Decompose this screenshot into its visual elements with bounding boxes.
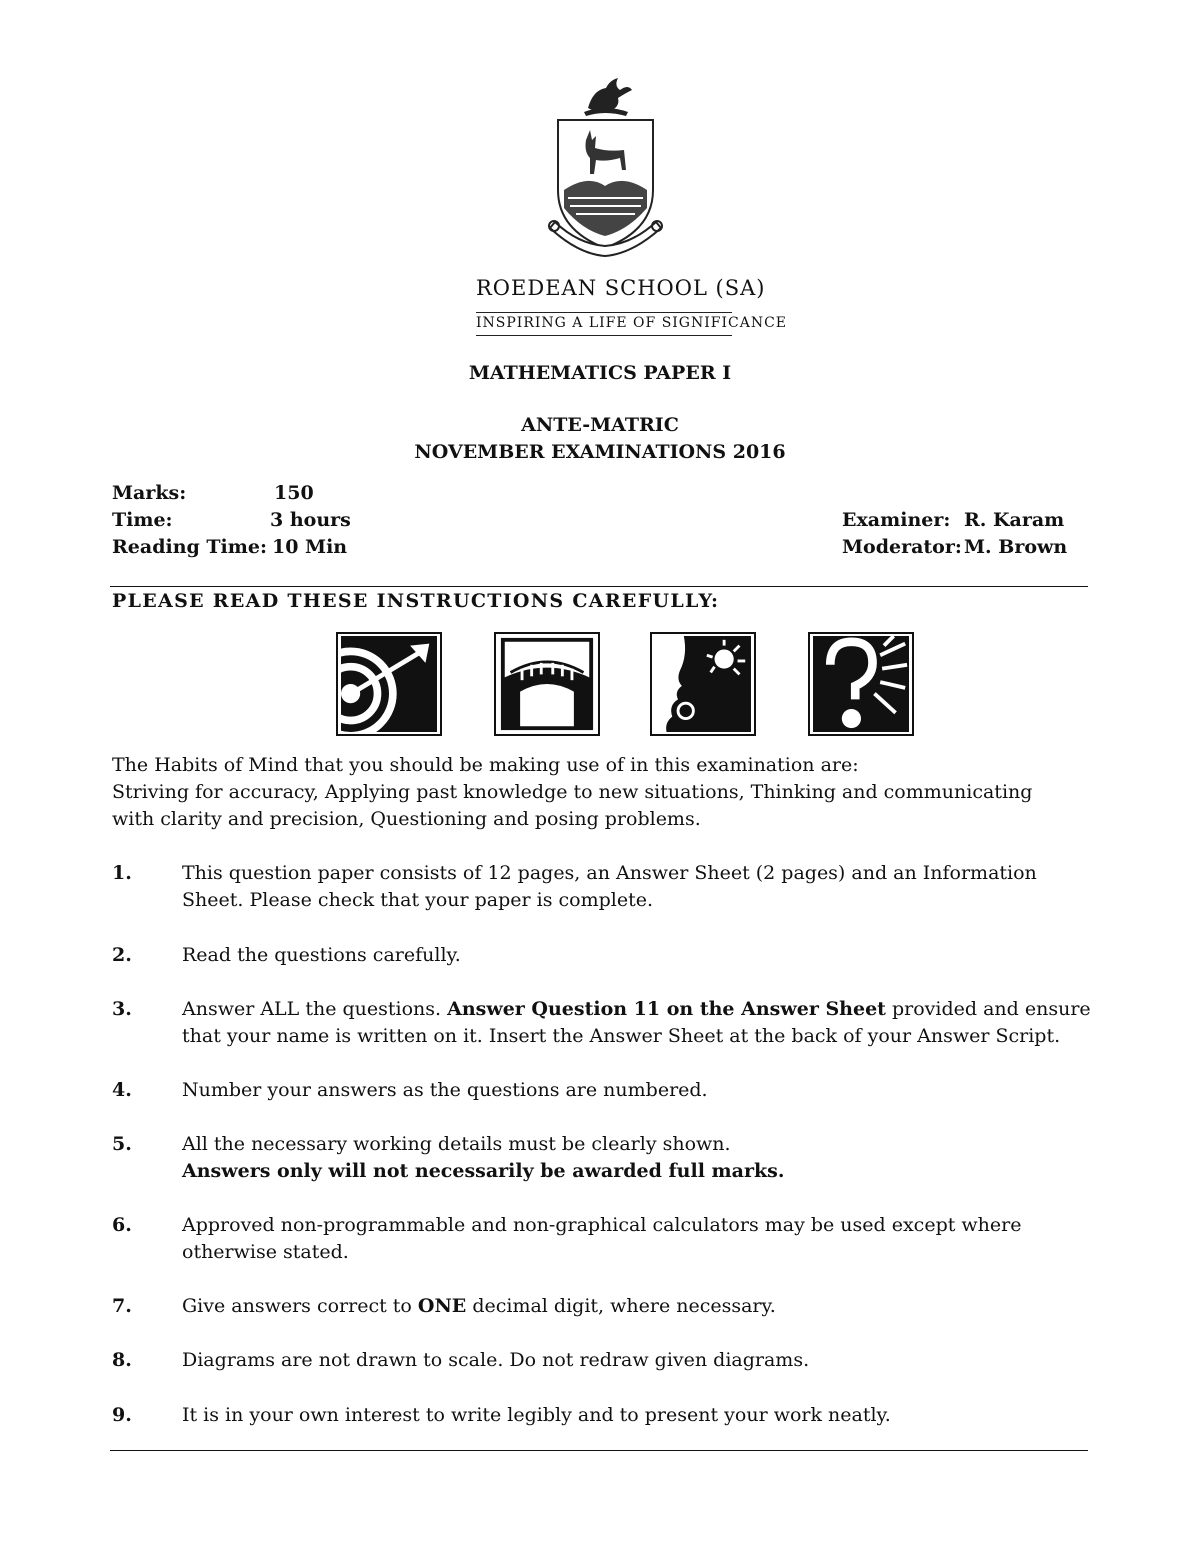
marks-value: 150 <box>274 482 314 504</box>
instruction-text: This question paper consists of 12 pages, an Answer Sheet (2 pages) and an Information <box>182 862 1037 884</box>
examiner-label: Examiner: <box>842 509 951 531</box>
instruction-emphasis: Answer Question 11 on the Answer Sheet <box>447 998 886 1020</box>
moderator-value: M. Brown <box>964 536 1068 558</box>
instruction-text: Give answers correct to <box>182 1295 418 1317</box>
instruction-emphasis: ONE <box>417 1295 467 1317</box>
time-value: 3 hours <box>270 509 351 531</box>
instruction-text: All the necessary working details must be clearly shown. <box>182 1133 731 1155</box>
divider-bottom <box>110 1450 1088 1451</box>
session-title: NOVEMBER EXAMINATIONS 2016 <box>414 441 786 463</box>
instruction-text: Number your answers as the questions are numbered. <box>182 1079 708 1101</box>
habits-line-2: Striving for accuracy, Applying past knowledge to new situations, Thinking and communicating <box>112 781 1033 803</box>
examiner-value: R. Karam <box>964 509 1065 531</box>
instruction-number: 4. <box>112 1079 132 1101</box>
moderator-label: Moderator: <box>842 536 962 558</box>
instruction-text: It is in your own interest to write legibly and to present your work neatly. <box>182 1404 891 1426</box>
divider-top <box>110 586 1088 587</box>
instruction-number: 3. <box>112 998 132 1020</box>
bridge-icon <box>494 632 600 736</box>
instruction-number: 7. <box>112 1295 132 1317</box>
marks-label: Marks: <box>112 482 187 504</box>
instruction-text: otherwise stated. <box>182 1241 349 1263</box>
instruction-number: 2. <box>112 944 132 966</box>
school-motto: INSPIRING A LIFE OF SIGNIFICANCE <box>476 312 732 336</box>
target-arrow-icon <box>336 632 442 736</box>
reading-time-label: Reading Time: <box>112 536 267 558</box>
time-label: Time: <box>112 509 173 531</box>
face-sunburst-icon <box>650 632 756 736</box>
reading-time-value: 10 Min <box>272 536 348 558</box>
grade-title: ANTE-MATRIC <box>521 414 679 436</box>
instruction-text: Diagrams are not drawn to scale. Do not redraw given diagrams. <box>182 1349 810 1371</box>
instruction-number: 6. <box>112 1214 132 1236</box>
habits-line-3: with clarity and precision, Questioning and posing problems. <box>112 808 701 830</box>
paper-title: MATHEMATICS PAPER I <box>468 362 732 384</box>
school-crest-icon <box>548 70 663 260</box>
instruction-text: provided and ensure <box>885 998 1091 1020</box>
instruction-text: Approved non-programmable and non-graphical calculators may be used except where <box>182 1214 1022 1236</box>
instruction-text: Sheet. Please check that your paper is complete. <box>182 889 654 911</box>
instruction-number: 8. <box>112 1349 132 1371</box>
instruction-text: that your name is written on it. Insert the Answer Sheet at the back of your Answer Script. <box>182 1025 1061 1047</box>
instruction-number: 9. <box>112 1404 132 1426</box>
instruction-text: Answer ALL the questions. <box>182 998 448 1020</box>
habits-line-1: The Habits of Mind that you should be making use of in this examination are: <box>112 754 859 776</box>
instruction-emphasis: Answers only will not necessarily be awarded full marks. <box>182 1160 785 1182</box>
instructions-heading: PLEASE READ THESE INSTRUCTIONS CAREFULLY: <box>112 590 720 612</box>
instruction-number: 1. <box>112 862 132 884</box>
habits-of-mind-text <box>112 752 1092 833</box>
instruction-number: 5. <box>112 1133 132 1155</box>
instruction-text: decimal digit, where necessary. <box>466 1295 776 1317</box>
question-mark-icon <box>808 632 914 736</box>
instruction-text: Read the questions carefully. <box>182 944 461 966</box>
school-name: ROEDEAN SCHOOL (SA) <box>476 276 766 300</box>
